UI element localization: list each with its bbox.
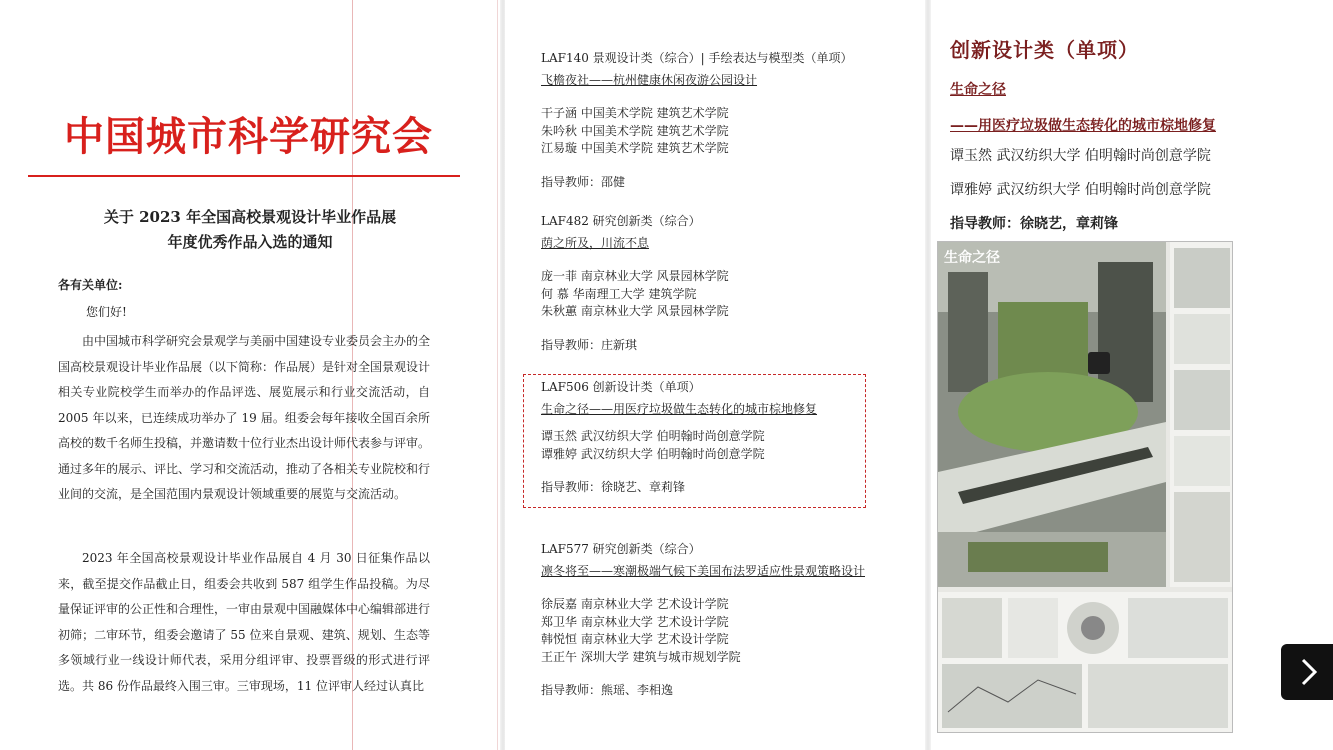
student-line: 谭玉然 武汉纺织大学 伯明翰时尚创意学院 xyxy=(950,148,1211,164)
entry-people xyxy=(541,268,921,321)
chevron-right-icon xyxy=(1281,644,1333,700)
body-paragraph-1 xyxy=(58,329,430,508)
entry-laf577 xyxy=(541,541,921,700)
entry-people xyxy=(541,428,921,463)
entry-laf506 xyxy=(541,379,921,497)
notice-title-line1: 关于 2023 年全国高校景观设计毕业作品展 xyxy=(103,208,397,226)
entry-head: LAF482 研究创新类（综合） xyxy=(541,214,701,228)
project-poster-image xyxy=(937,241,1233,733)
org-title: 中国城市科学研究会 xyxy=(64,113,433,160)
entry-person: 谭玉然 武汉纺织大学 伯明翰时尚创意学院 xyxy=(541,429,765,443)
project-title: 生命之径 xyxy=(950,82,1006,98)
entry-person: 王正午 深圳大学 建筑与城市规划学院 xyxy=(541,649,741,664)
entry-person: 庞一菲 南京林业大学 风景园林学院 xyxy=(541,269,729,283)
entry-person: 干子涵 中国美术学院 建筑艺术学院 xyxy=(541,106,729,120)
entry-laf140 xyxy=(541,50,921,191)
entry-people xyxy=(541,105,921,158)
red-divider xyxy=(28,175,460,177)
category-title: 创新设计类（单项） xyxy=(950,38,1139,62)
entry-person: 徐辰嘉 南京林业大学 艺术设计学院 xyxy=(541,597,729,611)
entry-project-title: 荫之所及，川流不息 xyxy=(541,235,650,250)
advisor-line: 指导教师：徐晓艺，章莉锋 xyxy=(950,216,1118,232)
entries-page xyxy=(505,0,925,750)
entry-project-title: 飞檐夜社——杭州健康休闲夜游公园设计 xyxy=(541,72,758,87)
notice-title xyxy=(60,205,440,255)
entry-advisor: 指导教师：熊瑶、李相逸 xyxy=(541,683,674,697)
entry-head: LAF577 研究创新类（综合） xyxy=(541,542,701,556)
paragraph-1-text: 由中国城市科学研究会景观学与美丽中国建设专业委员会主办的全国高校景观设计毕业作品展（以下简称：作品展）是针对全国景观设计相关专业院校学生而举办的作品评选、展览展示和行业交流活动，自 2005 年以来，已连续成功举办了 19 届。组委会每年接收全国百余所高校的数千名师生投稿，并邀请数十位行业杰出设计师代表参与评审。通过多年的展示、评比、学习和交流活动，推动了各相关专业院校和行业间的交流，是全国范围内景观设计领域重要的展览与交流活动。 xyxy=(58,334,431,501)
entry-people xyxy=(541,596,921,666)
entry-head: LAF506 创新设计类（单项） xyxy=(541,380,701,394)
entry-project-title: 凛冬将至——寒潮极端气候下美国布法罗适应性景观策略设计 xyxy=(541,563,866,578)
poster-graphic xyxy=(938,242,1233,733)
paragraph-2-text: 2023 年全国高校景观设计毕业作品展自 4 月 30 日征集作品以来，截至提交作品截止日，组委会共收到 587 组学生作品投稿。为尽量保证评审的公正性和合理性，一审由景观中国融媒体中心编辑部进行初筛；二审环节，组委会邀请了 55 位来自景观、建筑、规划、生态等多领域行业一线设计师代表，采用分组评审、投票晋级的形式进行评选。共 86 份作品最终入围三审。三审现场，11 位评审人经过认真比 xyxy=(58,551,431,693)
student-line: 谭雅婷 武汉纺织大学 伯明翰时尚创意学院 xyxy=(950,182,1211,198)
entry-person: 何 慕 华南理工大学 建筑学院 xyxy=(541,286,697,301)
award-detail-panel xyxy=(930,0,1333,750)
entry-person: 韩悦恒 南京林业大学 艺术设计学院 xyxy=(541,632,729,646)
entry-person: 朱秋蕙 南京林业大学 风景园林学院 xyxy=(541,304,729,318)
entry-person: 江易璇 中国美术学院 建筑艺术学院 xyxy=(541,141,729,155)
project-subtitle: ——用医疗垃圾做生态转化的城市棕地修复 xyxy=(950,118,1216,134)
salutation: 各有关单位: xyxy=(58,278,123,292)
page-margin-line xyxy=(497,0,498,750)
poster-title: 生命之径 xyxy=(944,250,1000,266)
next-page-button[interactable] xyxy=(1281,644,1333,700)
greeting: 您们好! xyxy=(86,305,127,319)
notice-title-line2: 年度优秀作品入选的通知 xyxy=(167,233,333,251)
entry-person: 郑卫华 南京林业大学 艺术设计学院 xyxy=(541,614,729,629)
entry-head: LAF140 景观设计类（综合）| 手绘表达与模型类（单项） xyxy=(541,51,853,65)
entry-advisor: 指导教师：庄新琪 xyxy=(541,337,638,352)
entry-project-title: 生命之径——用医疗垃圾做生态转化的城市棕地修复 xyxy=(541,401,818,416)
page-gutter xyxy=(925,0,931,750)
body-paragraph-2 xyxy=(58,546,430,699)
entry-laf482 xyxy=(541,213,921,354)
entry-advisor: 指导教师：徐晓艺、章莉锋 xyxy=(541,480,686,494)
entry-advisor: 指导教师：邵健 xyxy=(541,174,626,189)
notice-page xyxy=(0,0,500,750)
entry-person: 朱吟秋 中国美术学院 建筑艺术学院 xyxy=(541,123,729,138)
entry-person: 谭雅婷 武汉纺织大学 伯明翰时尚创意学院 xyxy=(541,446,765,461)
